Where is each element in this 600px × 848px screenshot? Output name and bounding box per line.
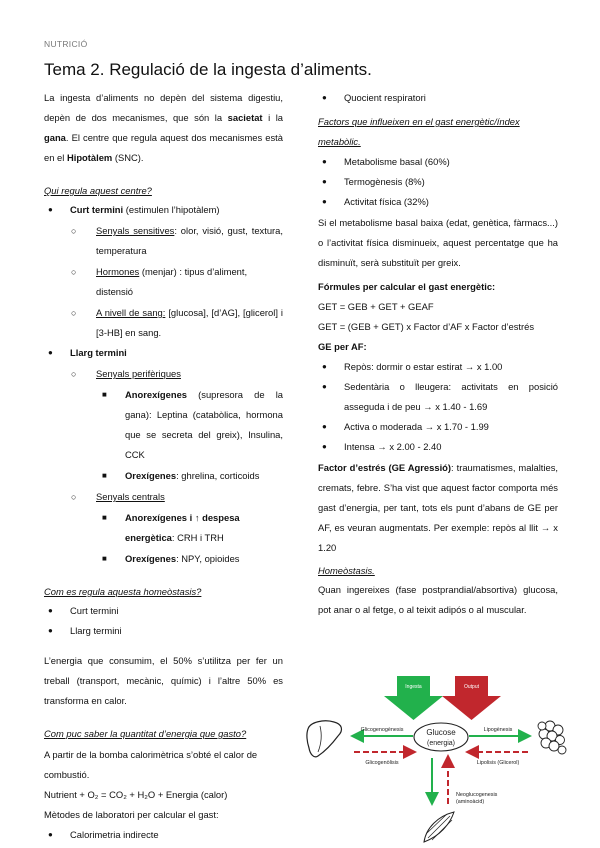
stress-paragraph: Factor d’estrés (GE Agressió): traumatismes, malalties, cremats, febre. S’ha vist que aquest factor comporta més gast d’energia, per tant, tots els punt d’abans de GE per AF, es veuran augmentats. Per exemple: repòs al llit → x 1.20 — [318, 462, 559, 553]
output-arrow — [442, 676, 501, 720]
list-item: ● Metabolisme basal (60%) — [318, 152, 558, 172]
list-item: ● Curt termini — [44, 601, 283, 621]
question-heading: Qui regula aquest centre? — [44, 185, 152, 196]
bomb-paragraph: A partir de la bomba calorimètrica s’obté el calor de combustió. — [44, 749, 258, 780]
list-item: ■ Orexígenes: ghrelina, corticoids — [44, 466, 283, 486]
list-item: ○ Senyals perifèriques — [44, 364, 283, 384]
glicogenolisis-label: Glicogenòlisis — [365, 760, 399, 766]
liver-icon — [307, 721, 342, 757]
list-item: ■ Anorexígenes (supresora de la gana): Leptina (catabòlica, hormona que se secreta del greix), Insulina, CCK — [44, 385, 283, 465]
list-item: ● Llarg termini — [44, 621, 283, 641]
list-item: ● Termogènesis (8%) — [318, 172, 558, 192]
geaf-title: GE per AF: — [318, 341, 367, 352]
adipose-tissue-icon — [538, 721, 566, 754]
ingesta-arrow — [384, 676, 443, 720]
list-item: ● Sedentària o lleugera: activitats en posició asseguda i de peu → x 1.40 - 1.69 — [318, 377, 558, 417]
intro-paragraph: La ingesta d’aliments no depèn del sistema digestiu, depèn de dos mecanismes, que són la sacietat i la gana. El centre que regula aquest dos mecanismes està en el Hipotàlem (SNC). — [44, 92, 284, 163]
regulation-list — [44, 200, 283, 569]
list-item: ● Llarg termini — [44, 343, 283, 363]
right-column — [318, 88, 558, 620]
list-item: ● Quocient respiratori — [318, 88, 558, 108]
aminoacid-label: (aminoàcid) — [456, 799, 485, 805]
left-column — [44, 88, 283, 845]
list-item: ● Activa o moderada → x 1.70 - 1.99 — [318, 417, 558, 437]
methods-list-continued — [318, 88, 558, 108]
page-title: Tema 2. Regulació de la ingesta d’aliments. — [44, 60, 372, 79]
methods-paragraph: Mètodes de laboratori per calcular el gast: — [44, 809, 219, 820]
combustion-formula: Nutrient + O₂ = CO₂ + H₂O + Energia (calor) — [44, 789, 228, 800]
get-formula-2: GET = (GEB + GET) x Factor d’AF x Factor d’estrés — [318, 321, 535, 332]
homeostasis-paragraph: Quan ingereixes (fase postprandial/absortiva) glucosa, pot anar o al fetge, o al teixit adipós o al muscular. — [318, 584, 558, 615]
ingesta-label: Ingesta — [405, 684, 422, 690]
factors-list — [318, 152, 558, 212]
get-formula-1: GET = GEB + GET + GEAF — [318, 301, 434, 312]
glucose-diagram — [300, 664, 570, 844]
neoglucogenesis-label: Neoglucogenesis — [456, 792, 498, 798]
question-heading: Com es regula aquesta homeòstasis? — [44, 586, 202, 597]
output-label: Output — [463, 684, 480, 690]
question-heading: Com puc saber la quantitat d’energia que gasto? — [44, 728, 247, 739]
methods-list — [44, 825, 283, 845]
list-item: ○ Hormones (menjar) : tipus d’aliment, distensió — [44, 262, 283, 302]
list-item: ○ A nivell de sang: [glucosa], [d’AG], [glicerol] i [3-HB] en sang. — [44, 303, 283, 343]
geaf-list — [318, 357, 558, 457]
formulas-title: Fórmules per calcular el gast energètic: — [318, 281, 496, 292]
list-item: ● Activitat física (32%) — [318, 192, 558, 212]
list-item: ● Repòs: dormir o estar estirat → x 1.00 — [318, 357, 558, 377]
glicogenogenesis-label: Glicogenogènesis — [360, 727, 404, 733]
list-item: ● Curt termini (estimulen l’hipotàlem) — [44, 200, 283, 220]
glucose-label: Glucose — [426, 728, 456, 737]
metabolism-paragraph: Si el metabolisme basal baixa (edat, genètica, fàrmacs...) o l’activitat física disminueix, aquest percentatge que ha disminuït, serà substituït per greix. — [318, 217, 558, 268]
list-item: ■ Orexígenes: NPY, opioides — [44, 549, 283, 569]
list-item: ○ Senyals centrals — [44, 487, 283, 507]
list-item: ● Calorimetria indirecte — [44, 825, 283, 845]
list-item: ● Intensa → x 2.00 - 2.40 — [318, 437, 558, 457]
muscle-icon — [424, 812, 454, 842]
lipogenesis-label: Lipogènesis — [483, 727, 513, 733]
homeostasis-heading: Homeòstasis. — [318, 565, 375, 576]
energy-paragraph: L’energia que consumim, el 50% s’utilitza per fer un treball (transport, mecànic, químic) i l’altre 50% es transforma en calor. — [44, 655, 283, 706]
homeostasis-list — [44, 601, 283, 641]
energia-label: (energia) — [426, 740, 456, 747]
glucose-diagram-svg — [300, 664, 570, 844]
section-label: NUTRICIÓ — [44, 39, 88, 49]
question-heading: Factors que influeixen en el gast energètic/índex metabòlic. — [318, 116, 520, 147]
list-item: ○ Senyals sensitives: olor, visió, gust, textura, temperatura — [44, 221, 283, 261]
list-item: ■ Anorexígenes i ↑ despesa energètica: CRH i TRH — [44, 508, 283, 548]
lipolisis-label: Lipolisis (Glicerol) — [476, 760, 520, 766]
